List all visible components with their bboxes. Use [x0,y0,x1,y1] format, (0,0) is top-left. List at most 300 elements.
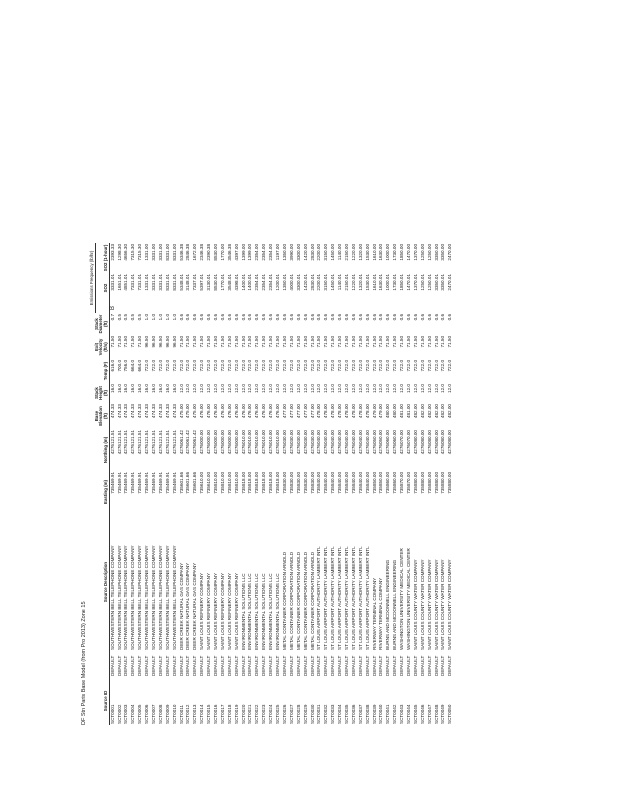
table-cell: 4276040.00 [357,430,363,455]
table-cell: 0.6 [206,314,212,321]
table-cell: 735469.91 [157,472,163,494]
table-cell: SAINT LOUIS COUNTY WATER COMPANY [433,559,439,650]
table-cell: 735610.00 [206,472,212,494]
table-cell: 8530.01 [213,274,219,291]
table-cell: 12.0 [288,384,294,393]
table-cell: 735818.00 [240,472,246,494]
source-id-cell: SCT0034 [337,704,343,724]
table-cell: 3350.00 [440,244,446,261]
table-cell: 12.0 [268,384,274,393]
table-cell: 481.00 [405,404,411,419]
table-cell: 7315.30 [137,244,143,261]
table-cell: 1000.00 [385,244,391,261]
source-id-cell: SCT0032 [323,704,329,724]
table-cell: 735840.00 [323,472,329,494]
column-header [96,651,110,677]
table-cell: 4276040.00 [364,430,370,455]
table-cell: 0.6 [178,314,184,321]
table-cell: SOUTHWESTERN BELL TELEPHONE COMPANY [171,545,177,650]
table-cell: 735469.91 [116,472,122,494]
table-cell: 482.00 [447,404,453,419]
table-cell: 1610.00 [371,244,377,261]
table-cell: 71.50 [233,336,239,348]
column-header [96,303,110,313]
table-cell: 476.00 [226,404,232,419]
column-header: Exit Velocity (ft/s) [96,335,110,359]
table-cell [275,303,282,313]
table-cell: 1000.01 [385,274,391,291]
table-cell: 476.00 [206,404,212,419]
table-cell: 0.5 [123,314,129,321]
source-id-cell: SCT0033 [330,704,336,724]
table-cell: DEFAULT [364,655,370,676]
table-cell: 96.50 [164,336,170,348]
table-cell [241,303,248,313]
table-cell: 722.0 [316,360,322,372]
table-cell: 16.0 [151,384,157,393]
table-cell: 735870.00 [405,472,411,494]
table-cell [117,303,124,313]
table-cell: 0.6 [378,314,384,321]
source-id-cell: SCT0012 [185,704,191,724]
table-cell: 722.0 [392,360,398,372]
table-cell: 12.0 [199,384,205,393]
table-cell: 7315.30 [130,244,136,261]
table-cell [316,303,323,313]
table-cell [365,303,372,313]
table-cell: 0.6 [281,314,287,321]
table-cell: 722.0 [364,360,370,372]
table-cell: 722.0 [405,360,411,372]
table-cell: 4276040.00 [350,430,356,455]
table-cell: ENVIRONMENTAL SOLUTIONS LLC [275,573,281,650]
table-cell: 71.50 [213,336,219,348]
table-cell [413,303,420,313]
table-cell: 2354.01 [261,274,267,291]
table-cell: 0.5 [137,314,143,321]
table-cell: DEFAULT [254,655,260,676]
table-cell: 71.50 [385,336,391,348]
table-cell: 2470.01 [447,274,453,291]
table-cell: SAINT LOUIS REFINERY COMPANY [219,572,225,650]
table-cell: 8530.00 [213,244,219,261]
table-cell: WASHINGTON UNIVERSITY MEDICAL CENTER [405,548,411,650]
table-cell: 735469.91 [164,472,170,494]
table-cell: 4276010.00 [268,430,274,455]
table-cell: 4851.01 [123,274,129,291]
table-cell [310,303,317,313]
table-cell: 2354.00 [268,244,274,261]
table-cell [261,303,268,313]
table-cell: 1331.00 [144,244,150,261]
table-cell: 722.0 [275,360,281,372]
table-cell: 722.0 [281,360,287,372]
table-cell: 722.0 [171,360,177,372]
table-cell: 1470.01 [405,274,411,291]
table-cell [289,303,296,313]
column-header: Easting (m) [96,471,110,513]
table-cell: ST LOUIS AIRPORT AUTHORITY LAMBERT INTL [343,546,349,650]
table-cell: 700.0 [116,360,122,372]
source-id-cell: SCT0025 [275,704,281,724]
table-cell: 1610.01 [371,274,377,291]
table-cell: 12.0 [399,384,405,393]
table-cell: 735601.66 [185,472,191,494]
table-cell: 481.00 [399,404,405,419]
table-cell: 4276010.00 [261,430,267,455]
table-cell: 735818.00 [261,472,267,494]
source-id-cell: SCT0026 [281,704,287,724]
table-cell: METAL CONTAINER CORPORATION ARNOLD [302,551,308,650]
table-cell: 735880.00 [412,472,418,494]
table-cell: DEFAULT [261,655,267,676]
table-cell: 722.0 [261,360,267,372]
table-cell: 1331.01 [144,274,150,291]
table-cell: 71.50 [178,336,184,348]
table-cell: 12.0 [281,384,287,393]
table-cell: 4276030.00 [295,430,301,455]
table-cell [303,303,310,313]
table-cell: 480.00 [392,404,398,419]
table-cell: 477.00 [309,404,315,419]
table-cell: 735830.00 [309,472,315,494]
table-cell: 71.50 [392,336,398,348]
table-cell: 16.0 [157,384,163,393]
table-cell: 0.6 [254,314,260,321]
table-cell: 722.0 [385,360,391,372]
table-cell: 12.0 [412,384,418,393]
table-cell: 474.33 [164,404,170,419]
table-cell: 71.50 [240,336,246,348]
table-cell: 722.0 [254,360,260,372]
table-cell: 735830.00 [281,472,287,494]
table-cell: 12.0 [378,384,384,393]
table-cell: ENVIRONMENTAL SOLUTIONS LLC [254,573,260,650]
table-cell: DEFAULT [171,655,177,676]
table-cell: 1250.00 [426,244,432,261]
table-cell [434,303,441,313]
table-cell: 1850.00 [399,244,405,261]
table-cell: 722.0 [343,360,349,372]
table-cell: 71.50 [288,336,294,348]
table-cell: 1770.01 [219,274,225,291]
rotated-page [80,25,550,725]
table-cell: 722.0 [330,360,336,372]
table-cell: 71.50 [323,336,329,348]
table-cell: SAINT LOUIS COUNTY WATER COMPANY [412,559,418,650]
table-cell: 1730.00 [392,244,398,261]
table-cell: 735840.00 [364,472,370,494]
table-cell [296,303,303,313]
table-cell: 722.0 [233,360,239,372]
table-cell: 722.0 [371,360,377,372]
source-id-cell: SCT0047 [426,704,432,724]
table-cell: DEER CREEK NATURAL GAS COMPANY [192,562,198,650]
table-cell: 3350.00 [433,244,439,261]
table-cell: DEFAULT [399,655,405,676]
table-cell: 476.00 [268,404,274,419]
table-cell: 735810.00 [213,472,219,494]
table-cell [144,303,151,313]
table-cell: 3546.38 [226,244,232,261]
table-cell: SAINT LOUIS COUNTY WATER COMPANY [440,559,446,650]
table-cell: 0.6 [185,314,191,321]
table-cell: 1420.00 [302,244,308,261]
table-cell: 0.7 [109,314,115,321]
table-cell: DEFAULT [405,655,411,676]
table-cell: 1.0 [171,314,177,321]
table-cell: 4276121.51 [164,430,170,455]
source-id-cell: SCT0011 [178,704,184,724]
table-cell: ST LOUIS AIRPORT AUTHORITY LAMBERT INTL [357,546,363,650]
column-header: Source ID [96,677,110,725]
table-cell: 474.33 [151,404,157,419]
table-cell [110,303,117,313]
table-cell: 0.6 [364,314,370,321]
table-cell: 1770.00 [219,244,225,261]
table-cell: 478.00 [343,404,349,419]
table-cell: ST LOUIS AIRPORT AUTHORITY LAMBERT INTL [350,546,356,650]
table-cell: 735880.00 [426,472,432,494]
table-cell: 735880.00 [440,472,446,494]
table-cell: 0.6 [268,314,274,321]
table-cell: 71.50 [116,336,122,348]
table-cell [385,303,392,313]
table-cell: 0.6 [309,314,315,321]
table-cell [227,303,234,313]
source-id-cell: SCT0041 [385,704,391,724]
table-cell: 16.0 [164,384,170,393]
table-cell: 735469.91 [109,472,115,494]
table-cell: 12.0 [433,384,439,393]
table-cell: 616.0 [109,360,115,372]
table-cell: 4276080.00 [447,430,453,455]
table-cell: 2346.38 [199,244,205,261]
table-cell: 475.00 [178,404,184,419]
table-cell: 482.00 [440,404,446,419]
table-cell: 1250.01 [426,274,432,291]
table-cell: 71.50 [440,336,446,348]
table-cell: 2470.00 [447,244,453,261]
table-cell: 735830.00 [288,472,294,494]
table-cell: 12.0 [371,384,377,393]
table-cell: DEFAULT [426,655,432,676]
table-cell: 1197.00 [275,244,281,261]
table-cell: 735830.00 [302,472,308,494]
source-id-cell: SCT0019 [233,704,239,724]
table-cell: 477.00 [295,404,301,419]
table-cell: 722.0 [323,360,329,372]
table-cell: 474.33 [109,404,115,419]
table-cell: 71.50 [309,336,315,348]
column-header: SO2 (1-hour) [96,243,110,273]
table-cell: 735850.00 [371,472,377,494]
column-header: Stack Diameter (ft) [93,314,109,334]
table-cell: 3331.01 [109,274,115,291]
table-cell: 722.0 [247,360,253,372]
source-id-cell: SCT0013 [192,704,198,724]
table-cell: 12.0 [295,384,301,393]
table-cell: 0.6 [357,314,363,321]
source-id-cell: SCT0027 [288,704,294,724]
table-cell [406,303,413,313]
table-cell: 735818.00 [268,472,274,494]
table-cell [185,303,192,313]
table-cell: 1530.00 [364,244,370,261]
source-id-cell: SCT0050 [447,704,453,724]
table-cell: 0.6 [426,314,432,321]
table-cell: 0.6 [316,314,322,321]
table-cell: 71.50 [433,336,439,348]
table-cell: 4276121.51 [130,430,136,455]
table-cell: 1630.00 [378,244,384,261]
table-cell: 1450.00 [330,244,336,261]
table-cell: 474.33 [137,404,143,419]
table-cell: 478.00 [357,404,363,419]
table-cell: 71.50 [316,336,322,348]
table-cell: ST LOUIS AIRPORT AUTHORITY LAMBERT INTL [364,546,370,650]
table-cell: 71.50 [412,336,418,348]
table-cell: SAINT LOUIS COUNTY WATER COMPANY [447,559,453,650]
table-cell: 476.00 [219,404,225,419]
table-cell: 4276060.00 [392,430,398,455]
table-cell: 474.33 [171,404,177,419]
table-cell: 12.0 [392,384,398,393]
table-cell: 12.0 [405,384,411,393]
table-cell: 1.0 [164,314,170,321]
table-cell: 0.6 [412,314,418,321]
table-cell: 478.00 [323,404,329,419]
table-cell: 8331.00 [164,244,170,261]
table-cell [199,303,206,313]
table-cell: 735830.00 [295,472,301,494]
table-cell: 4276030.00 [281,430,287,455]
table-cell: 0.6 [419,314,425,321]
table-cell: DEFAULT [447,655,453,676]
table-cell: 476.00 [261,404,267,419]
table-cell [123,303,130,313]
table-cell [137,303,144,313]
table-cell: 735469.91 [171,472,177,494]
table-cell: 476.00 [275,404,281,419]
table-cell: 0.6 [302,314,308,321]
table-cell: 4276121.51 [123,430,129,455]
table-cell [330,303,337,313]
table-cell: 4656.30 [123,244,129,261]
table-cell: 5397.01 [199,274,205,291]
table-cell: 2150.01 [343,274,349,291]
table-cell: 2354.01 [268,274,274,291]
table-cell: SOUTHWESTERN BELL TELEPHONE COMPANY [109,545,115,650]
table-cell: DEFAULT [151,655,157,676]
table-cell: DEFAULT [206,655,212,676]
table-cell: 722.0 [268,360,274,372]
table-cell: 12.0 [385,384,391,393]
table-cell: 735469.91 [123,472,129,494]
table-cell: DEFAULT [350,655,356,676]
table-cell: 16.0 [109,384,115,393]
table-cell: 474.33 [144,404,150,419]
table-cell: 0.6 [192,314,198,321]
table-cell: 71.50 [206,336,212,348]
table-cell: 5346.38 [178,244,184,261]
column-header: Base Elevation (ft) [96,403,110,429]
table-cell: 3150.01 [323,274,329,291]
source-id-cell: SCT0020 [240,704,246,724]
table-cell: 1.0 [144,314,150,321]
table-cell [220,303,227,313]
table-cell: 2830.01 [309,274,315,291]
table-cell: 7337.01 [192,274,198,291]
table-cell: DEFAULT [412,655,418,676]
table-cell: 12.0 [240,384,246,393]
table-cell: 3150.00 [323,244,329,261]
table-cell: 722.0 [350,360,356,372]
table-cell: SOUTHWESTERN BELL TELEPHONE COMPANY [144,545,150,650]
table-cell: 475.00 [192,404,198,419]
table-cell: 12.0 [226,384,232,393]
table-cell: METAL CONTAINER CORPORATION ARNOLD [309,551,315,650]
table-cell: SAINT LOUIS COUNTY WATER COMPANY [426,559,432,650]
table-cell: ST LOUIS AIRPORT AUTHORITY LAMBERT INTL [316,546,322,650]
table-cell: 735601.66 [192,472,198,494]
table-cell: 722.0 [378,360,384,372]
table-cell: 4276030.00 [309,430,315,455]
table-cell [165,303,172,313]
table-cell: 0.6 [240,314,246,321]
source-id-cell: SCT0037 [357,704,363,724]
table-cell: DEFAULT [199,655,205,676]
table-cell: 4276000.00 [226,430,232,455]
source-id-cell: SCT0005 [137,704,143,724]
table-cell: 71.50 [199,336,205,348]
table-cell: DEFAULT [433,655,439,676]
table-cell: 0.6 [261,314,267,321]
table-cell: SOUTHWESTERN BELL TELEPHONE COMPANY [157,545,163,650]
table-cell: 4276121.51 [109,430,115,455]
table-cell: 4398.01 [233,274,239,291]
table-cell: DEFAULT [378,655,384,676]
table-cell: 4276030.00 [288,430,294,455]
source-id-cell: SCT0046 [419,704,425,724]
table-cell: 71.50 [219,336,225,348]
table-cell: 71.50 [364,336,370,348]
table-cell: 476.00 [213,404,219,419]
table-cell: 1400.01 [247,274,253,291]
table-cell: 0.6 [330,314,336,321]
table-cell: 71.50 [192,336,198,348]
table-cell: 16.0 [123,384,129,393]
table-cell: 12.0 [364,384,370,393]
table-cell: 71.50 [419,336,425,348]
table-cell: 4276080.00 [433,430,439,455]
table-cell: 756.0 [123,360,129,372]
table-cell: 0.6 [199,314,205,321]
table-cell: 735818.00 [254,472,260,494]
table-cell: 16.0 [116,384,122,393]
table-cell: 8331.01 [171,274,177,291]
table-cell: 4276060.00 [385,430,391,455]
table-cell: 722.0 [309,360,315,372]
table-cell: 476.00 [199,404,205,419]
table-cell [392,303,399,313]
table-cell: 2200.00 [316,244,322,261]
column-header: Northing (m) [96,429,110,471]
table-cell: 479.00 [378,404,384,419]
table-cell: 3548.01 [226,274,232,291]
table-cell: 4276000.00 [213,430,219,455]
source-id-cell: SCT0024 [268,704,274,724]
